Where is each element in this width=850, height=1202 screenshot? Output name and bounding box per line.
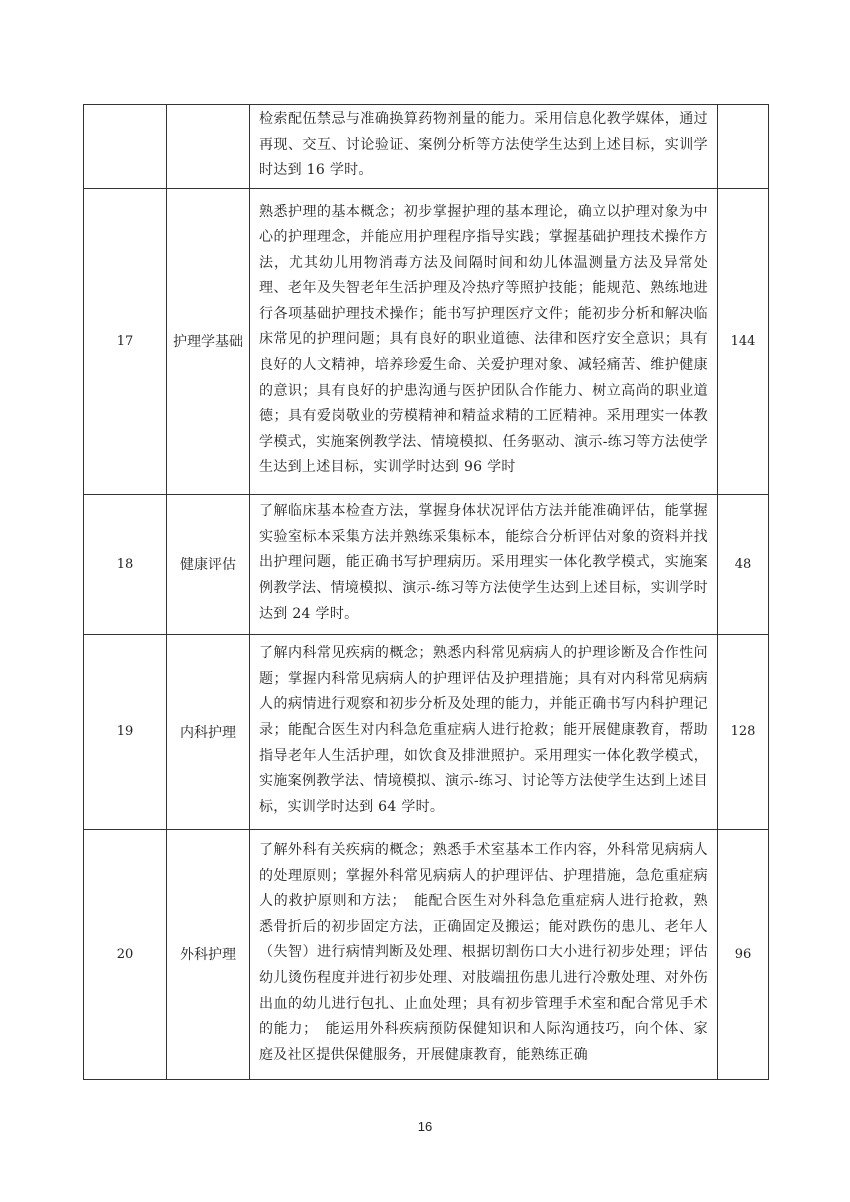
course-description: 了解内科常见疾病的概念；熟悉内科常见病病人的护理诊断及合作性问题；掌握内科常见病病人的护理评估及护理措施；具有对内科常见病病人的病情进行观察和初步分析及处理的能力，并能正确书写内科护理记录；能配合医生对内科急危重症病人进行抢救；能开展健康教育，帮助指导老年人生活护理，如饮食及排泄照护。采用理实一体化教学模式，实施案例教学法、情境模拟、演示-练习、讨论等方法使学生达到上述目标，实训学时达到 64 学时。 — [250, 634, 718, 829]
course-name: 外科护理 — [167, 829, 250, 1079]
course-name: 内科护理 — [167, 634, 250, 829]
course-name: 健康评估 — [167, 494, 250, 634]
course-hours: 128 — [718, 634, 769, 829]
course-hours: 48 — [718, 494, 769, 634]
table-row — [84, 105, 769, 189]
course-hours — [718, 105, 769, 189]
course-number — [84, 105, 167, 189]
course-number: 17 — [84, 188, 167, 494]
course-name — [167, 105, 250, 189]
course-number: 19 — [84, 634, 167, 829]
curriculum-table — [83, 104, 769, 1080]
course-description: 熟悉护理的基本概念；初步掌握护理的基本理论，确立以护理对象为中心的护理理念，并能应用护理程序指导实践；掌握基础护理技术操作方法，尤其幼儿用物消毒方法及间隔时间和幼儿体温测量方法及异常处理、老年及失智老年生活护理及冷热疗等照护技能；能规范、熟练地进行各项基础护理技术操作；能书写护理医疗文件；能初步分析和解决临床常见的护理问题；具有良好的职业道德、法律和医疗安全意识；具有良好的人文精神，培养珍爱生命、关爱护理对象、减轻痛苦、维护健康的意识；具有良好的护患沟通与医护团队合作能力、树立高尚的职业道德；具有爱岗敬业的劳模精神和精益求精的工匠精神。采用理实一体教学模式，实施案例教学法、情境模拟、任务驱动、演示-练习等方法使学生达到上述目标，实训学时达到 96 学时 — [250, 188, 718, 494]
course-hours: 144 — [718, 188, 769, 494]
course-number: 18 — [84, 494, 167, 634]
table-row — [84, 188, 769, 494]
table-row — [84, 634, 769, 829]
course-description: 检索配伍禁忌与准确换算药物剂量的能力。采用信息化教学媒体，通过再现、交互、讨论验证、案例分析等方法使学生达到上述目标，实训学时达到 16 学时。 — [250, 105, 718, 189]
course-name: 护理学基础 — [167, 188, 250, 494]
course-number: 20 — [84, 829, 167, 1079]
course-description: 了解临床基本检查方法，掌握身体状况评估方法并能准确评估，能掌握实验室标本采集方法并熟练采集标本，能综合分析评估对象的资料并找出护理问题，能正确书写护理病历。采用理实一体化教学模式，实施案例教学法、情境模拟、演示-练习等方法使学生达到上述目标，实训学时达到 24 学时。 — [250, 494, 718, 634]
course-hours: 96 — [718, 829, 769, 1079]
course-description: 了解外科有关疾病的概念；熟悉手术室基本工作内容，外科常见病病人的处理原则；掌握外科常见病病人的护理评估、护理措施，急危重症病人的救护原则和方法； 能配合医生对外科急危重症病人进行抢救，熟悉骨折后的初步固定方法，正确固定及搬运；能对跌伤的患儿、老年人（失智）进行病情判断及处理、根据切割伤口大小进行初步处理；评估幼儿烫伤程度并进行初步处理、对肢端扭伤患儿进行冷敷处理、对外伤出血的幼儿进行包扎、止血处理；具有初步管理手术室和配合常见手术的能力； 能运用外科疾病预防保健知识和人际沟通技巧，向个体、家庭及社区提供保健服务，开展健康教育，能熟练正确 — [250, 829, 718, 1079]
table-row — [84, 494, 769, 634]
page-number: 16 — [417, 1119, 433, 1134]
table-row — [84, 829, 769, 1079]
